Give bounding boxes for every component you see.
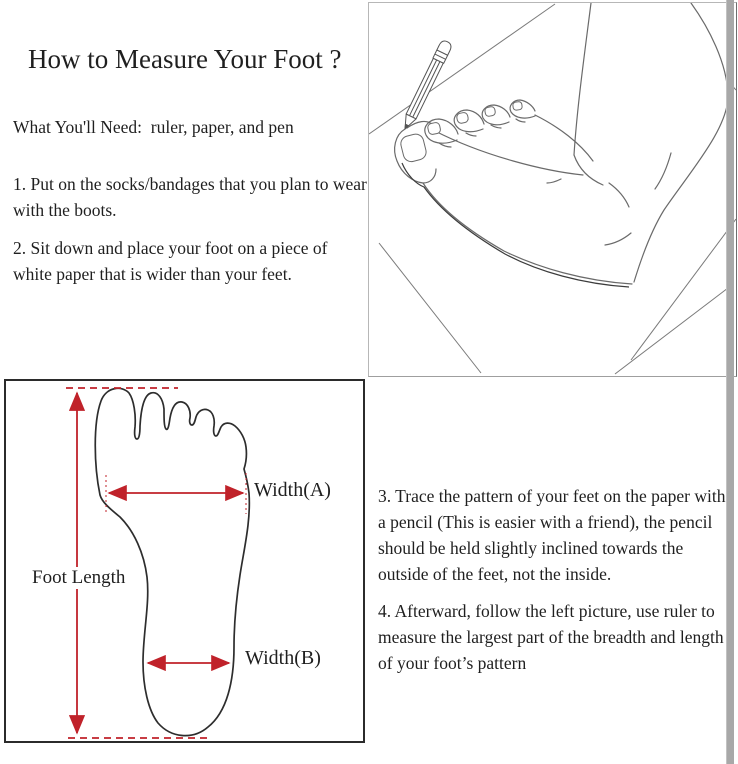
scrollbar-track[interactable] bbox=[726, 0, 734, 764]
instruction-step-3: 3. Trace the pattern of your feet on the paper with a pencil (This is easier with a friend), the pencil should be held slightly inclined towards the outside of the feet, not the inside. bbox=[378, 486, 726, 584]
instruction-step-4: 4. Afterward, follow the left picture, use ruler to measure the largest part of the breadth and length of your foot’s pattern bbox=[378, 601, 724, 673]
materials-line: What You'll Need: ruler, paper, and pen bbox=[13, 117, 294, 137]
measurement-diagram-box bbox=[4, 379, 365, 743]
footprint-diagram bbox=[6, 381, 363, 741]
width-b-label: Width(B) bbox=[245, 647, 321, 669]
instruction-step-2: 2. Sit down and place your foot on a piece of white paper that is wider than your feet. bbox=[13, 238, 328, 284]
instruction-step-1: 1. Put on the socks/bandages that you plan to wear with the boots. bbox=[13, 174, 367, 220]
foot-tracing-illustration bbox=[369, 3, 736, 376]
foot-length-label: Foot Length bbox=[32, 567, 126, 588]
measurement-marks bbox=[66, 388, 246, 738]
page-title: How to Measure Your Foot ? bbox=[28, 44, 342, 74]
footprint-outline bbox=[95, 388, 249, 735]
width-a-label: Width(A) bbox=[254, 479, 331, 501]
foot-tracing-illustration-box bbox=[368, 2, 737, 377]
